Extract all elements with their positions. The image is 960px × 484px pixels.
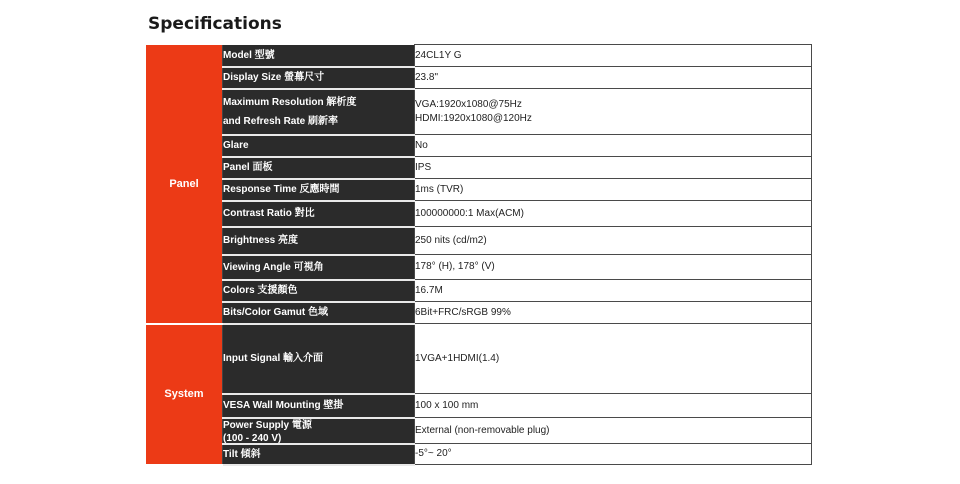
table-row [146, 280, 812, 302]
spec-value-resolution-vga: VGA:1920x1080@75Hz [415, 98, 522, 110]
spec-label-model: Model 型號 [223, 45, 415, 67]
table-row [146, 135, 812, 157]
spec-label-power-supply-line1: Power Supply 電源 [223, 419, 312, 431]
spec-label-tilt: Tilt 傾斜 [223, 444, 415, 465]
spec-value-color-gamut: 6Bit+FRC/sRGB 99% [415, 302, 812, 324]
table-row [146, 45, 812, 67]
section-label-system: System [146, 324, 223, 465]
spec-value-resolution [415, 89, 812, 135]
table-row [146, 394, 812, 418]
spec-value-tilt: -5°~ 20° [415, 444, 812, 465]
spec-label-viewing-angle: Viewing Angle 可視角 [223, 255, 415, 280]
spec-value-glare: No [415, 135, 812, 157]
spec-value-viewing-angle: 178° (H), 178° (V) [415, 255, 812, 280]
spec-value-display-size: 23.8" [415, 67, 812, 89]
spec-label-power-supply-line2: (100 - 240 V) [223, 432, 282, 443]
spec-label-display-size: Display Size 螢幕尺寸 [223, 67, 415, 89]
table-row [146, 227, 812, 255]
spec-value-panel: IPS [415, 157, 812, 179]
spec-label-color-gamut: Bits/Color Gamut 色域 [223, 302, 415, 324]
table-row [146, 444, 812, 465]
table-row [146, 67, 812, 89]
spec-value-brightness: 250 nits (cd/m2) [415, 227, 812, 255]
table-row [146, 89, 812, 135]
spec-label-power-supply [223, 418, 415, 444]
table-row [146, 157, 812, 179]
spec-label-panel: Panel 面板 [223, 157, 415, 179]
spec-label-resolution [223, 89, 415, 135]
section-label-panel: Panel [146, 45, 223, 324]
spec-label-resolution-line1: Maximum Resolution 解析度 [223, 96, 357, 108]
table-row [146, 201, 812, 227]
specifications-table [146, 44, 812, 466]
spec-label-contrast-ratio: Contrast Ratio 對比 [223, 201, 415, 227]
spec-label-power-supply-wrap [223, 419, 414, 443]
spec-label-input-signal: Input Signal 輸入介面 [223, 324, 415, 394]
table-row [146, 324, 812, 394]
table-row [146, 418, 812, 444]
spec-value-colors: 16.7M [415, 280, 812, 302]
table-row [146, 255, 812, 280]
spec-label-response-time: Response Time 反應時間 [223, 179, 415, 201]
spec-value-power-supply: External (non-removable plug) [415, 418, 812, 444]
page-title: Specifications [148, 14, 282, 34]
table-row [146, 179, 812, 201]
spec-label-vesa: VESA Wall Mounting 壁掛 [223, 394, 415, 418]
spec-label-resolution-line2: and Refresh Rate 刷新率 [223, 115, 339, 127]
table-row [146, 302, 812, 324]
spec-value-response-time: 1ms (TVR) [415, 179, 812, 201]
spec-value-contrast-ratio: 100000000:1 Max(ACM) [415, 201, 812, 227]
spec-value-resolution-hdmi: HDMI:1920x1080@120Hz [415, 112, 532, 124]
spec-value-input-signal: 1VGA+1HDMI(1.4) [415, 324, 812, 394]
spec-label-brightness: Brightness 亮度 [223, 227, 415, 255]
spec-label-colors: Colors 支援顏色 [223, 280, 415, 302]
spec-value-vesa: 100 x 100 mm [415, 394, 812, 418]
spec-label-glare: Glare [223, 135, 415, 157]
spec-value-model: 24CL1Y G [415, 45, 812, 67]
